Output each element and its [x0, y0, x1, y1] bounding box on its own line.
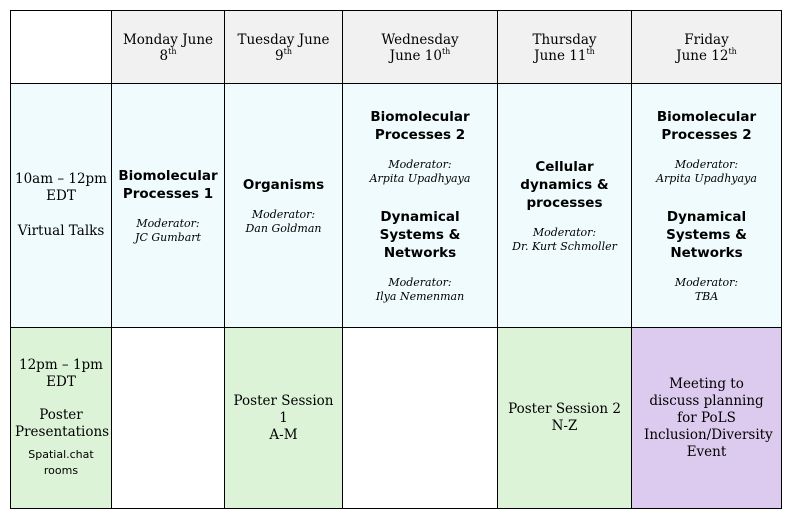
schedule-table: [10, 10, 782, 509]
talks-time-cell: [11, 84, 112, 328]
session-title: Dynamical Systems & Networks: [666, 208, 747, 261]
virtual-talks-row: [11, 84, 782, 328]
talk-tuesday: [225, 84, 343, 328]
header-wednesday-name: Wednesday: [381, 32, 459, 48]
header-friday: [632, 11, 782, 84]
header-thursday-date: June 11th: [534, 47, 595, 64]
header-thursday-name: Thursday: [532, 32, 597, 48]
moderator: Moderator: Ilya Nemenman: [375, 275, 465, 303]
session-title: Organisms: [242, 176, 325, 193]
poster-monday-empty: [112, 328, 225, 509]
posters-time-cell: [11, 328, 112, 509]
moderator: Moderator: Dr. Kurt Schmoller: [512, 225, 617, 253]
header-friday-name: Friday: [684, 32, 729, 48]
header-monday-name: Monday June: [122, 32, 214, 48]
talks-label: Virtual Talks: [17, 223, 105, 239]
corner-cell: [11, 11, 112, 84]
diversity-meeting: Meeting to discuss planning for PoLS Inclusion/Diversity Event: [632, 328, 782, 509]
posters-label: Poster Presentations: [15, 407, 110, 440]
posters-time: 12pm – 1pm: [19, 357, 103, 373]
poster-session-1: Poster Session 1 A-M: [225, 328, 343, 509]
posters-location: Spatial.chat rooms: [28, 448, 94, 477]
moderator: Moderator: Arpita Upadhyaya: [369, 157, 471, 185]
session-title: Biomolecular Processes 1: [118, 167, 218, 202]
poster-session-2: Poster Session 2 N-Z: [498, 328, 632, 509]
header-thursday: [498, 11, 632, 84]
talks-zone: EDT: [46, 188, 76, 204]
talk-thursday: [498, 84, 632, 328]
header-tuesday-date: 9th: [275, 47, 292, 64]
session-title: Cellular dynamics & processes: [520, 158, 609, 211]
posters-zone: EDT: [46, 374, 76, 390]
session-title: Biomolecular Processes 2: [370, 108, 470, 143]
moderator: Moderator: Dan Goldman: [245, 207, 322, 235]
moderator: Moderator: Arpita Upadhyaya: [656, 157, 757, 185]
header-tuesday: [225, 11, 343, 84]
session-title: Dynamical Systems & Networks: [379, 208, 461, 261]
session-title: Biomolecular Processes 2: [656, 108, 757, 143]
header-wednesday-date: June 10th: [389, 47, 451, 64]
talk-friday: [632, 84, 782, 328]
moderator: Moderator: JC Gumbart: [135, 216, 201, 244]
header-wednesday: [343, 11, 498, 84]
talk-monday: [112, 84, 225, 328]
talk-wednesday: [343, 84, 498, 328]
talks-time: 10am – 12pm: [15, 171, 107, 187]
header-friday-date: June 12th: [676, 47, 737, 64]
moderator: Moderator: TBA: [674, 275, 739, 303]
header-monday-date: 8th: [159, 47, 177, 64]
header-row: [11, 11, 782, 84]
poster-row: [11, 328, 782, 509]
header-tuesday-name: Tuesday June: [237, 32, 330, 48]
header-monday: [112, 11, 225, 84]
poster-wednesday-empty: [343, 328, 498, 509]
